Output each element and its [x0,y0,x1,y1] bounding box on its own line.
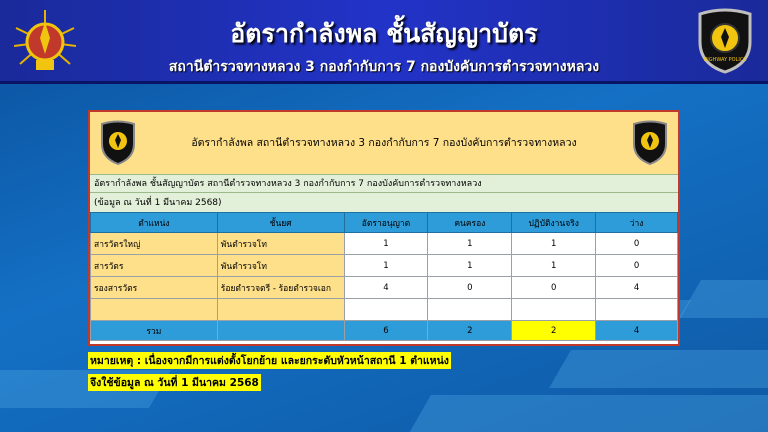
table-row [91,255,678,277]
empty-cell [91,299,218,321]
total-held: 2 [428,321,512,341]
col-header-position: ตำแหน่ง [91,213,218,233]
total-vacant: 4 [596,321,678,341]
table-empty-row [91,299,678,321]
cell-allowed: 1 [344,233,428,255]
total-actual: 2 [512,321,596,341]
cell-held: 1 [428,255,512,277]
sheet-date-line: (ข้อมูล ณ วันที่ 1 มีนาคม 2568) [90,192,678,212]
cell-actual: 0 [512,277,596,299]
cell-actual: 1 [512,233,596,255]
table-row [91,233,678,255]
slide-header [0,0,768,84]
empty-cell [512,299,596,321]
personnel-table [90,212,678,341]
sheet-title-bar [90,112,678,174]
remark-line-2: จึงใช้ข้อมูล ณ วันที่ 1 มีนาคม 2568 [88,374,261,391]
empty-cell [217,321,344,341]
cell-held: 0 [428,277,512,299]
empty-cell [596,299,678,321]
sheet-caption: อัตรากำลังพล ชั้นสัญญาบัตร สถานีตำรวจทางหลวง 3 กองกำกับการ 7 กองบังคับการตำรวจทางหลวง [90,174,678,192]
remark-line-1: หมายเหตุ : เนื่องจากมีการแต่งตั้งโยกย้าย และยกระดับหัวหน้าสถานี 1 ตำแหน่ง [88,352,451,369]
cell-allowed: 1 [344,255,428,277]
decor-stripe [549,350,768,388]
cell-vacant: 0 [596,233,678,255]
badge-icon [630,120,670,166]
personnel-sheet [88,110,680,346]
table-row [91,277,678,299]
table-header-row [91,213,678,233]
cell-allowed: 4 [344,277,428,299]
badge-text: HIGHWAY POLICE [703,57,747,63]
empty-cell [344,299,428,321]
cell-position: สารวัตรใหญ่ [91,233,218,255]
empty-cell [217,299,344,321]
col-header-vacant: ว่าง [596,213,678,233]
cell-held: 1 [428,233,512,255]
highway-police-badge-icon [694,8,756,74]
col-header-allowed: อัตราอนุญาต [344,213,428,233]
cell-rank: พันตำรวจโท [217,255,344,277]
decor-stripe [679,280,768,318]
cell-rank: ร้อยตำรวจตรี - ร้อยตำรวจเอก [217,277,344,299]
table-total-row [91,321,678,341]
cell-actual: 1 [512,255,596,277]
empty-cell [428,299,512,321]
total-label: รวม [91,321,218,341]
cell-rank: พันตำรวจโท [217,233,344,255]
page-title: อัตรากำลังพล ชั้นสัญญาบัตร [230,19,538,48]
cell-vacant: 4 [596,277,678,299]
page-subtitle: สถานีตำรวจทางหลวง 3 กองกำกับการ 7 กองบังคับการตำรวจทางหลวง [168,59,600,75]
col-header-held: คนครอง [428,213,512,233]
col-header-actual: ปฏิบัติงานจริง [512,213,596,233]
sheet-title: อัตรากำลังพล สถานีตำรวจทางหลวง 3 กองกำกับการ 7 กองบังคับการตำรวจทางหลวง [191,137,577,149]
total-allowed: 6 [344,321,428,341]
cell-position: รองสารวัตร [91,277,218,299]
cell-position: สารวัตร [91,255,218,277]
col-header-rank: ชั้นยศ [217,213,344,233]
decor-stripe [409,395,768,432]
cell-vacant: 0 [596,255,678,277]
